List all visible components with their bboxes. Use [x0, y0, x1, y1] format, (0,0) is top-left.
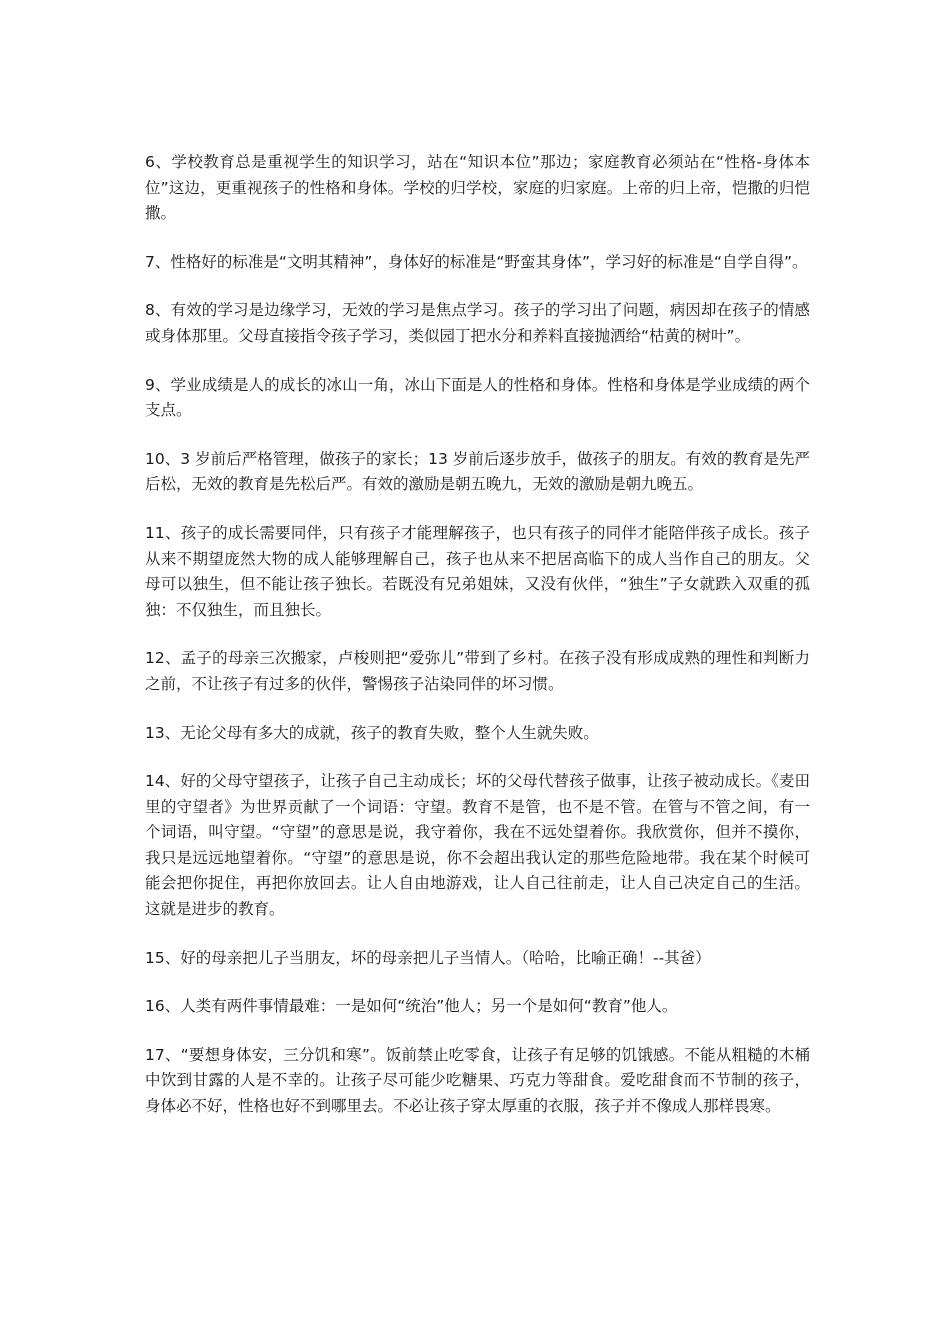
paragraph-10: 10、3 岁前后严格管理，做孩子的家长；13 岁前后逐步放手，做孩子的朋友。有效的教育是先严后松，无效的教育是先松后严。有效的激励是朝五晚九，无效的激励是朝九晚五。	[145, 449, 810, 494]
paragraph-9: 9、学业成绩是人的成长的冰山一角，冰山下面是人的性格和身体。性格和身体是学业成绩的两个支点。	[145, 375, 810, 420]
paragraph-11: 11、孩子的成长需要同伴，只有孩子才能理解孩子，也只有孩子的同伴才能陪伴孩子成长。孩子从来不期望庞然大物的成人能够理解自己，孩子也从来不把居高临下的成人当作自己的朋友。父母可以独生，但不能让孩子独长。若既没有兄弟姐妹，又没有伙伴，“独生”子女就跌入双重的孤独：不仅独生，而且独长。	[145, 523, 810, 619]
paragraph-16: 16、人类有两件事情最难：一是如何“统治”他人；另一个是如何“教育”他人。	[145, 997, 678, 1016]
paragraph-15: 15、好的母亲把儿子当朋友，坏的母亲把儿子当情人。（哈哈，比喻正确！--其爸）	[145, 948, 711, 967]
document-body	[145, 150, 810, 1143]
paragraph-12: 12、孟子的母亲三次搬家，卢梭则把“爱弥儿”带到了乡村。在孩子没有形成成熟的理性和判断力之前，不让孩子有过多的伙伴，警惕孩子沾染同伴的坏习惯。	[145, 649, 810, 693]
paragraph-6: 6、学校教育总是重视学生的知识学习，站在“知识本位”那边；家庭教育必须站在“性格-身体本位”这边，更重视孩子的性格和身体。学校的归学校，家庭的归家庭。上帝的归上帝，恺撒的归恺撒。	[145, 153, 810, 223]
paragraph-17: 17、“要想身体安，三分饥和寒”。饭前禁止吃零食，让孩子有足够的饥饿感。不能从粗糙的木桶中饮到甘露的人是不幸的。让孩子尽可能少吃糖果、巧克力等甜食。爱吃甜食而不节制的孩子，身体必不好，性格也好不到哪里去。不必让孩子穿太厚重的衣服，孩子并不像成人那样畏寒。	[145, 1045, 810, 1116]
paragraph-8: 8、有效的学习是边缘学习，无效的学习是焦点学习。孩子的学习出了问题，病因却在孩子的情感或身体那里。父母直接指令孩子学习，类似园丁把水分和养料直接抛洒给“枯黄的树叶”。	[145, 301, 810, 345]
paragraph-14: 14、好的父母守望孩子，让孩子自己主动成长；坏的父母代替孩子做事，让孩子被动成长。《麦田里的守望者》为世界贡献了一个词语：守望。教育不是管，也不是不管。在管与不管之间，有一个词语，叫守望。“守望”的意思是说，我守着你，我在不远处望着你。我欣赏你，但并不摸你，我只是远远地望着你。“守望”的意思是说，你不会超出我认定的那些危险地带。我在某个时候可能会把你捉住，再把你放回去。让人自由地游戏，让人自己往前走，让人自己决定自己的生活。这就是进步的教育。	[145, 772, 810, 919]
paragraph-7: 7、性格好的标准是“文明其精神”，身体好的标准是“野蛮其身体”，学习好的标准是“自学自得”。	[145, 252, 808, 271]
paragraph-13: 13、无论父母有多大的成就，孩子的教育失败，整个人生就失败。	[145, 723, 599, 742]
